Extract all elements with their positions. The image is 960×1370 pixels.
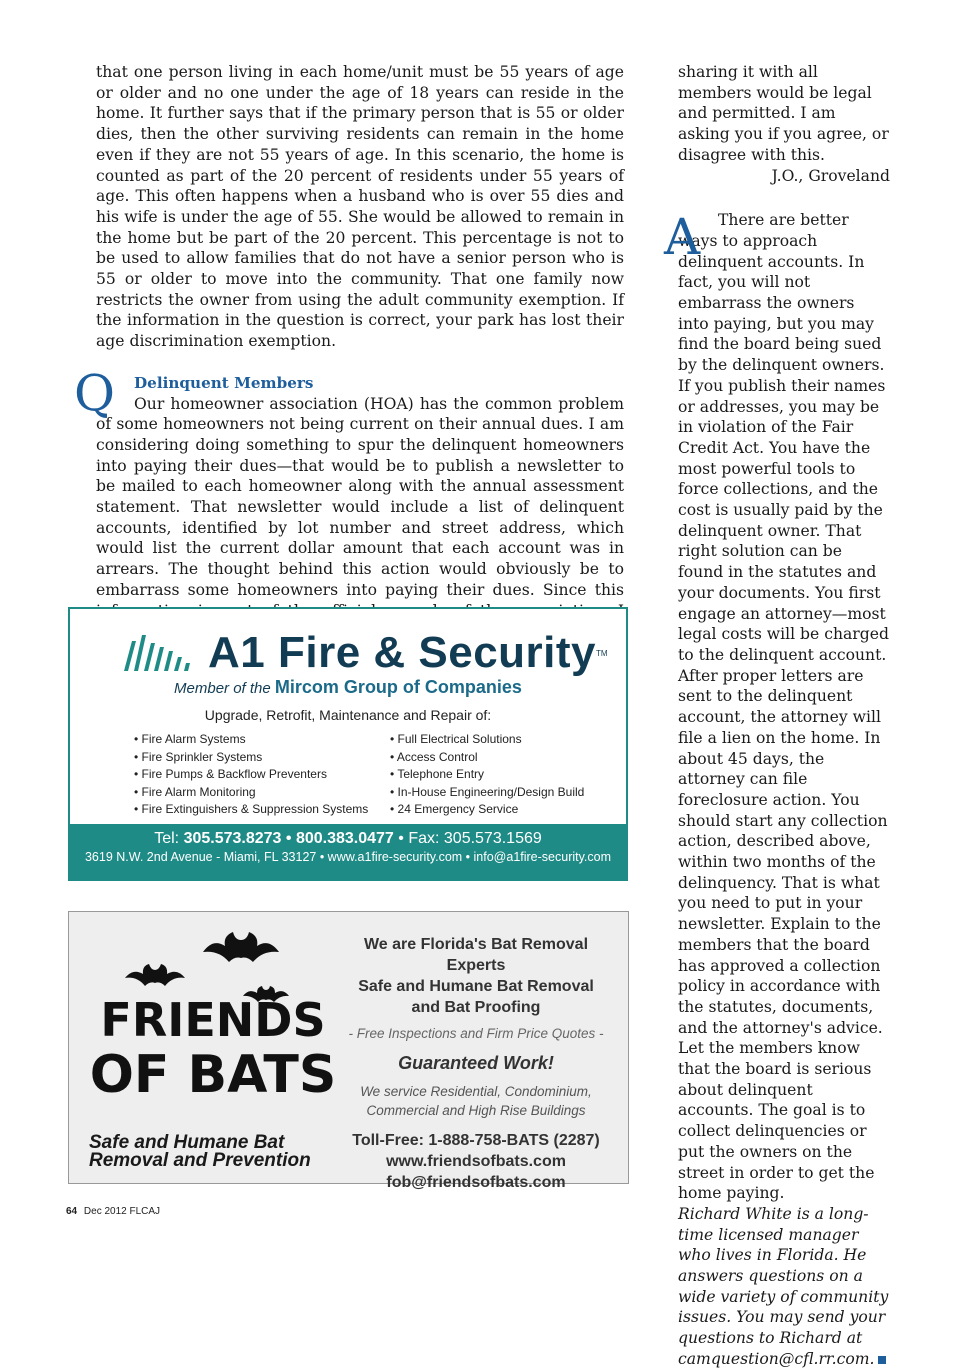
a1-logo bbox=[122, 623, 608, 683]
service-item: • Fire Alarm Systems bbox=[134, 731, 368, 749]
author-bio bbox=[678, 1204, 890, 1370]
bats-service-1: We service Residential, Condominium, bbox=[360, 1084, 592, 1099]
friends-of-bats-logo bbox=[83, 926, 343, 1136]
services-list-right bbox=[390, 731, 584, 819]
service-item: • Access Control bbox=[390, 749, 584, 767]
question-body: Our homeowner association (HOA) has the common problem of some homeowners not being current on their annual dues. I am considering doing something to spur the delinquent homeowners into paying their dues—that would be to publish a newsletter to be mailed to each homeowner along with the annual assessment statement. That newsletter would include a list of delinquent accounts, identified by lot number and street address, which would list the current dollar amount that each account was in arrears. The thought behind this action would obviously be to embarrass some homeowners into paying their dues. Since this bbox=[96, 394, 624, 599]
bats-service-areas bbox=[343, 1082, 609, 1120]
tel-numbers: 305.573.8273 • 800.383.0477 bbox=[183, 830, 394, 847]
end-mark-icon bbox=[878, 1356, 886, 1364]
service-item: • Fire Pumps & Backflow Preventers bbox=[134, 766, 368, 784]
question-signature: J.O., Groveland bbox=[771, 166, 890, 185]
a1-company-name: A1 Fire & Security bbox=[208, 628, 597, 677]
member-group: Mircom Group of Companies bbox=[274, 677, 522, 697]
right-column bbox=[664, 62, 890, 1370]
a1-fire-security-ad bbox=[68, 607, 628, 881]
bats-tagline bbox=[89, 1134, 311, 1170]
member-prefix: Member of the bbox=[174, 680, 271, 697]
bats-service-2: Commercial and High Rise Buildings bbox=[366, 1103, 586, 1118]
address-line: 3619 N.W. 2nd Avenue - Miami, FL 33127 • www.a1fire-security.com • info@a1fire-security.com bbox=[84, 850, 612, 864]
bats-tagline-1: Safe and Humane Bat bbox=[89, 1132, 285, 1153]
continued-article-text: that one person living in each home/unit must be 55 years of age or older and no one under the age of 18 years can reside in the home. It further says that if the primary person that is 55 or older dies, then the other surviving residents can remain in the home even if they are not 55 years of age. In this scenario, the home is counted as part of the 20 percent of residents under 55 years of age. This often happens when a husband who is over 55 dies and his wife is under the age of 55. She would be allowed to remain in the home but be part of the 20 percent. This percentage is not to be used to allow families that do not have a senior person who is 55 or older to move into the community. That one family now restricts the owner from using the adult community exemption. If the information in the question is correct, your park has lost their age discrimination exemption. bbox=[96, 63, 624, 351]
page-number: 64 bbox=[66, 1206, 78, 1217]
bats-website[interactable]: www.friendsofbats.com bbox=[386, 1153, 566, 1170]
member-of-line bbox=[70, 677, 626, 698]
friends-of-bats-ad bbox=[68, 911, 629, 1191]
bats-tagline-2: Removal and Prevention bbox=[89, 1150, 311, 1171]
tel-label: Tel: bbox=[154, 830, 180, 847]
bats-headline-3: and Bat Proofing bbox=[411, 999, 541, 1016]
answer-body: There are better ways to approach delinquent accounts. In fact, you will not embarrass the owners into paying, but you may find the board being sued by the delinquent owners. If you publish their names or addresses, you may be in violation of the Fair Credit Act. You have the most powerful tools to force collections, and the cost is usually paid by the delinquent owner. That right solution can be found in the statutes and your documents. You first engage an attorney—most legal costs will be charged to the delinquent account. After proper letters are sent to the delinquent account, the attorney will file a lien on the home. In about 45 days, the attorney can file foreclosure action. You should start any collection action, described above, within two months of the delinquency. That is what you need to put in your newsletter. Explain to the members that the board has approved a collection policy in accordance with the statutes, documents, and the attorney's advice. Let the members know that the board is serious about delinquent accounts. The goal is to collect delinquencies or put the owners on the street in order to get the home paying. bbox=[678, 211, 889, 1203]
service-item: • Full Electrical Solutions bbox=[390, 731, 584, 749]
flame-stripes-icon bbox=[122, 631, 198, 675]
answer-block bbox=[664, 208, 890, 1204]
logo-word-friends: FRIENDS bbox=[100, 993, 326, 1047]
bats-contact bbox=[343, 1130, 609, 1193]
trademark-mark: TM bbox=[596, 648, 608, 658]
contact-bar bbox=[70, 824, 626, 879]
bat-icon bbox=[203, 932, 279, 962]
bat-icon bbox=[125, 964, 185, 986]
author-bio-text: Richard White is a long-time licensed manager who lives in Florida. He answers questions on a wide variety of community issues. You may send your questions to Richard at camquestion@cfl.rr.com. bbox=[678, 1204, 889, 1368]
bats-details bbox=[343, 934, 609, 1193]
issue-label: Dec 2012 FLCAJ bbox=[83, 1206, 161, 1217]
logo-word-of-bats: OF BATS bbox=[89, 1045, 337, 1105]
service-item: • 24 Emergency Service bbox=[390, 801, 584, 819]
services-subheading: Upgrade, Retrofit, Maintenance and Repair of: bbox=[204, 707, 492, 723]
phone-line bbox=[70, 830, 626, 848]
bats-headline-2: Safe and Humane Bat Removal bbox=[358, 978, 594, 995]
question-drop-letter: Q bbox=[74, 363, 115, 422]
services-list-left bbox=[134, 731, 368, 819]
page-footer bbox=[66, 1206, 160, 1217]
bats-headline-1: We are Florida's Bat Removal Experts bbox=[363, 936, 589, 974]
bats-email[interactable]: fob@friendsofbats.com bbox=[386, 1174, 566, 1191]
service-item: • Telephone Entry bbox=[390, 766, 584, 784]
left-column bbox=[74, 62, 624, 642]
bats-free-quotes: - Free Inspections and Firm Price Quotes - bbox=[348, 1026, 604, 1041]
bats-guarantee: Guaranteed Work! bbox=[398, 1053, 554, 1073]
bats-phone: Toll-Free: 1-888-758-BATS (2287) bbox=[352, 1132, 600, 1149]
service-item: • Fire Sprinkler Systems bbox=[134, 749, 368, 767]
fax-number: • Fax: 305.573.1569 bbox=[398, 830, 542, 847]
question-heading: Delinquent Members bbox=[134, 373, 314, 392]
question-continuation: sharing it with all members would be legal and permitted. I am asking you if you agree, or disagree with this. bbox=[678, 63, 889, 164]
service-item: • Fire Alarm Monitoring bbox=[134, 784, 368, 802]
service-item: • In-House Engineering/Design Build bbox=[390, 784, 584, 802]
question-block bbox=[74, 363, 624, 422]
answer-drop-letter: A bbox=[664, 208, 701, 267]
service-item: • Fire Extinguishers & Suppression Systems bbox=[134, 801, 368, 819]
